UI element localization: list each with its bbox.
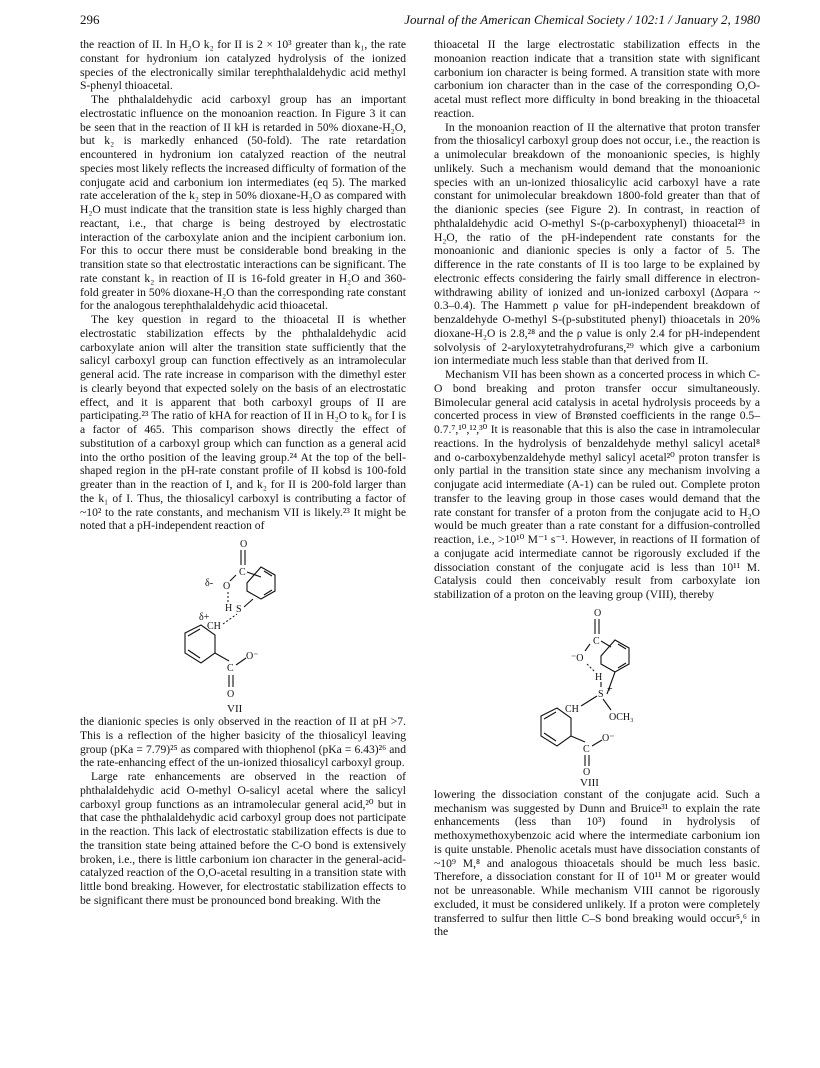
viii-atom-o-top: O: [594, 607, 602, 619]
vii-atom-s: S: [236, 604, 242, 615]
structure-vii: [143, 535, 343, 713]
vii-atom-o-top: O: [240, 539, 248, 550]
vii-atom-h: H: [225, 603, 233, 614]
vii-delta-plus: δ+: [199, 612, 210, 623]
vii-atom-o-minus: O⁻: [246, 651, 259, 662]
right-column: [434, 38, 760, 939]
vii-atom-ch: CH: [207, 621, 221, 632]
vii-delta-minus: δ-: [205, 578, 214, 589]
left-paragraph-3: The key question in regard to the thioacetal II is whether electrostatic stabilization effects by the phthalaldehydic acid carboxylate anion will alter the transition state sufficiently that the salicyl carboxyl group can function effectively as an intramolecular general acid. The rate increase in comparison with the dimethyl ester is clearly beyond that expected solely on the basis of an electrostatic effect, and it is apparent that both carboxyl groups of II are participating.²³ The ratio of kHA for reaction of II in H₂O to k₀ for I is a factor of 465. This comparison shows directly the effect of substitution of a carboxyl group which can function as a general acid into the ortho position of the leaving group.²⁴ At the top of the bell-shaped region in the pH-rate constant profile of II kobsd is 100-fold greater than in the reaction of I, and k₂ for II is 200-fold larger than the k₁ of I. Thus, the thiosalicyl carboxyl is contributing a factor of ~10² to the rate constants, and mechanism VII is likely.²³ It might be noted that a pH-independent reaction of: [80, 313, 406, 533]
viii-atom-o-minus-2: O⁻: [602, 732, 615, 744]
viii-plus: +: [607, 683, 613, 695]
right-paragraph-4: lowering the dissociation constant of the conjugate acid. Such a mechanism was suggested by Dunn and Bruice³¹ to explain the rate enhancements (less than 10³) found in hydrolysis of methoxymethoxybenzoic acid where the intermediate carbonium ion is quite unstable. Phenolic acetals must have dissociation constants of ~10⁹ M,⁸ and analogous thioacetals should be much less basic. Therefore, a dissociation constant for II of 10¹¹ M or greater would not be unreasonable. While mechanism VIII cannot be rigorously excluded, it must be considered unlikely. If a proton were completely transferred to sulfur then little C–S bond breaking would occur⁵,⁶ in the: [434, 787, 760, 939]
vii-label: VII: [227, 703, 243, 715]
viii-label: VIII: [580, 776, 599, 789]
right-paragraph-3: Mechanism VII has been shown as a concerted process in which C-O bond breaking and proton transfer occur simultaneously. Bimolecular general acid catalysis in acetal hydrolysis proceeds by a concerted process in view of Brønsted coefficients in the range 0.5–0.7.⁷,¹⁰,¹²,³⁰ It is reasonable that this is also the case in intramolecular reactions. In the hydrolysis of benzaldehyde methyl salicyl acetal⁸ and o-carboxybenzaldehyde methyl salicyl acetal²⁰ proton transfer is only partial in the transition state since any mechanism involving a conjugate acid intermediate (A-1) can be ruled out. Complete proton transfer to the leaving group in those cases would demand that the rate constant for transfer of a proton from the conjugate acid to H₂O would be much greater than a rate constant for a diffusion-controlled reaction, i.e., >10¹⁰ M⁻¹ s⁻¹. However, in reactions of II formation of a conjugate acid intermediate cannot be rigorously excluded if the dissociation constant of the conjugate acid is less than 10¹¹ M. Catalysis could then conceivably result from carboxylate ion stabilization of a proton on the leaving group (VIII), thereby: [434, 368, 760, 601]
viii-atom-c-bottom: C: [583, 743, 590, 755]
vii-atom-c-top: C: [239, 567, 246, 578]
left-paragraph-2: The phthalaldehydic acid carboxyl group has an important electrostatic influence on the monoanion reaction. In Figure 3 it can be seen that in the reaction of II kH is retarded in 50% dioxane-H₂O, but k₂ is markedly enhanced (50-fold). The rate retardation encountered in hydronium ion catalyzed reaction of the neutral species most likely reflects the increased difficulty of formation of the conjugate acid and carbonium ion intermediates (eq 5). The marked rate acceleration of the k₂ step in 50% dioxane-H₂O as compared with H₂O must indicate that the transition state is less highly charged than reactant, i.e., that charge is being destroyed by electrostatic interaction of the carboxylate anion and the incipient carbonium ion. For this to occur there must be considerable bond breaking in the transition state so that electrostatic interactions can be significant. The rate constant k₂ in reaction of II is 16-fold greater in H₂O and 360-fold greater in 50% dioxane-H₂O than the corresponding rate constant for the analogous terephthalaldehydic acid thioacetal.: [80, 93, 406, 313]
vii-atom-o-bottom: O: [227, 689, 235, 700]
right-paragraph-2: In the monoanion reaction of II the alternative that proton transfer from the thiosalicyl carboxyl group does not occur, i.e., the reaction is a unimolecular breakdown of the monoanionic species, is highly unlikely. Such a mechanism would demand that the monoanionic species with an un-ionized thiosalicylic acid carboxyl have a rate constant for unimolecular breakdown 1800-fold greater than that of the dianionic species (see Figure 2). In contrast, in reaction of phthalaldehydic acid O-methyl S-(p-carboxyphenyl) thioacetal²³ in H₂O, the ratio of the pH-independent rate constants for the monoanionic and dianionic species is only a factor of 5. The difference in the rate constants of II is too large to be explained by electronic effects considering the fairly small difference in electron-withdrawing ability of ionized and un-ionized carboxyl (Δσpara ~ 0.3–0.4). The Hammett ρ value for pH-independent breakdown of benzaldehyde O-methyl S-(p-substituted phenyl) thioacetals in 20% dioxane-H₂O is 2.8,²⁸ and the ρ value is only 2.4 for pH-independent solvolysis of 2-aryloxytetrahydrofurans,²⁹ which give a carbonium ion intermediate much less stable than that derived from II.: [434, 120, 760, 368]
right-paragraph-1: thioacetal II the large electrostatic stabilization effects in the monoanion reaction indicate that a transition state with significant carbonium ion character is being formed. A transition state with more carbonium ion character than in the case of the corresponding O,O-acetal must reflect more difficulty in bond breaking in the thioacetal reaction.: [434, 38, 760, 120]
viii-atom-o-bottom: O: [583, 766, 591, 778]
left-column: [80, 38, 406, 908]
viii-atom-o-minus: ⁻O: [571, 652, 584, 664]
viii-atom-c-top: C: [593, 635, 600, 647]
vii-atom-o-ester: O: [223, 581, 231, 592]
left-paragraph-4: the dianionic species is only observed in the reaction of II at pH >7. This is a reflection of the higher basicity of the thiosalicyl leaving group (pKa = 7.79)²⁵ as compared with thiophenol (pKa = 6.43)²⁶ and the rate-enhancing effect of the un-ionized thiosalicyl carboxyl group.: [80, 715, 406, 770]
left-paragraph-1: the reaction of II. In H₂O k₂ for II is 2 × 10³ greater than k₁, the rate constant for hydronium ion catalyzed hydrolysis of the ionized species of the electronically similar terephthalaldehydic acid methyl S-phenyl thioacetal.: [80, 38, 406, 93]
journal-citation: Journal of the American Chemical Society / 102:1 / January 2, 1980: [404, 12, 760, 27]
structure-viii: [497, 604, 697, 789]
viii-atom-s: S: [598, 688, 604, 700]
vii-atom-c-bottom: C: [227, 663, 234, 674]
left-paragraph-5: Large rate enhancements are observed in the reaction of phthalaldehydic acid O-methyl O-salicyl acetal where the salicyl carboxyl group functions as an intramolecular general acid,²⁰ but in that case the phthalaldehydic acid carboxyl group does not participate in the reaction. This lack of electrostatic stabilization effects is due to the transition state being attained before the C-O bond is extensively broken, i.e., there is little carbonium ion character in the general-acid-catalyzed reaction of the O,O-acetal resulting in a transition state with little bond breaking. However, for electrostatic stabilization effects to be significant there must be pronounced bond breaking. With the: [80, 770, 406, 907]
viii-atom-h: H: [595, 671, 603, 683]
page-number: 296: [80, 12, 100, 27]
page-header: [80, 12, 760, 32]
viii-atom-ch: CH: [565, 703, 579, 715]
viii-atom-och3: OCH₃: [609, 711, 634, 723]
